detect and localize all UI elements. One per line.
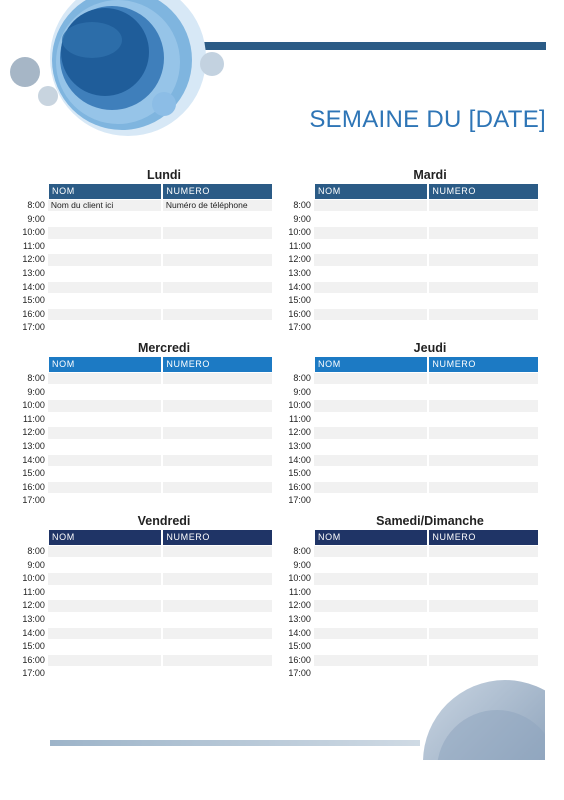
time-label: 17:00 [22,495,45,506]
time-slot-row [20,413,272,427]
name-cell[interactable] [314,455,429,466]
number-cell[interactable] [429,668,538,679]
time-label: 8:00 [27,200,45,210]
name-cell[interactable] [48,628,163,639]
name-cell[interactable] [314,560,429,571]
time-slot-row [20,294,272,308]
name-cell[interactable] [48,468,163,479]
time-slot-row [20,426,272,440]
time-slot-row [286,281,538,295]
name-cell[interactable] [48,573,163,584]
number-cell[interactable] [429,427,538,438]
day-title: Lundi [146,168,181,182]
number-cell[interactable] [163,468,272,479]
number-cell[interactable] [163,600,272,611]
number-cell[interactable] [429,573,538,584]
name-column-header: NOM [49,530,163,545]
name-cell[interactable] [48,455,163,466]
time-slot-row [20,481,272,495]
number-cell[interactable] [429,268,538,279]
time-label: 16:00 [288,308,311,319]
time-slot-row [286,199,538,213]
time-slot-row [286,386,538,400]
day-block-vendredi [20,513,272,681]
time-label: 17:00 [288,322,311,333]
time-slot-row [286,240,538,254]
name-cell[interactable] [314,400,429,411]
number-cell[interactable] [163,227,272,238]
name-column-header: NOM [49,357,163,372]
number-cell[interactable] [163,282,272,293]
column-header-row [49,530,272,545]
name-cell[interactable] [48,282,163,293]
name-cell[interactable] [48,373,163,384]
name-column-header: NOM [315,184,429,199]
time-label: 15:00 [22,468,45,479]
decorative-circles-top [0,0,240,150]
time-label: 8:00 [27,546,45,556]
time-label: 17:00 [288,668,311,679]
name-cell[interactable] [48,414,163,425]
number-cell[interactable] [163,587,272,598]
time-label: 13:00 [22,267,45,278]
time-label: 15:00 [288,468,311,479]
time-label: 9:00 [293,559,311,570]
time-slot-row [286,572,538,586]
name-cell[interactable] [314,495,429,506]
name-cell[interactable] [314,482,429,493]
time-slot-row [20,213,272,227]
time-label: 9:00 [27,386,45,397]
number-cell[interactable] [163,241,272,252]
time-label: 13:00 [288,613,311,624]
time-label: 10:00 [22,400,45,411]
time-label: 9:00 [27,213,45,224]
name-cell[interactable] [314,628,429,639]
number-cell[interactable] [429,600,538,611]
time-label: 16:00 [288,481,311,492]
time-label: 9:00 [27,559,45,570]
time-label: 14:00 [288,454,311,465]
time-slot-row [20,586,272,600]
number-cell[interactable] [163,254,272,265]
number-cell[interactable] [163,400,272,411]
name-cell[interactable] [314,587,429,598]
time-label: 13:00 [288,267,311,278]
time-slot-row [20,467,272,481]
time-label: 16:00 [22,308,45,319]
number-cell[interactable] [429,414,538,425]
time-slot-row [20,199,272,213]
name-cell[interactable] [314,573,429,584]
time-label: 10:00 [288,227,311,238]
number-cell[interactable] [163,322,272,333]
name-cell[interactable] [48,641,163,652]
number-cell[interactable] [163,628,272,639]
time-slot-row [286,372,538,386]
number-cell[interactable] [163,560,272,571]
bottom-accent-bar [50,740,420,746]
time-label: 11:00 [23,240,45,251]
name-cell[interactable] [314,655,429,666]
time-slot-row [286,226,538,240]
number-cell[interactable] [163,482,272,493]
number-cell[interactable] [429,441,538,452]
name-cell[interactable] [48,546,163,557]
name-column-header: NOM [49,184,163,199]
decorative-circle-bottom [405,680,555,770]
column-header-row [315,530,538,545]
name-cell[interactable] [314,387,429,398]
time-slot-row [286,613,538,627]
time-slot-row [286,640,538,654]
time-slot-row [20,640,272,654]
name-cell[interactable] [48,441,163,452]
name-cell[interactable] [314,614,429,625]
time-slot-row [286,213,538,227]
name-cell[interactable] [48,214,163,225]
day-title: Samedi/Dimanche [376,514,484,528]
time-label: 14:00 [288,281,311,292]
time-label: 12:00 [288,427,311,438]
day-block-mardi [286,167,538,335]
number-column-header: NUMERO [429,530,538,545]
day-block-mercredi [20,340,272,508]
name-cell[interactable] [48,655,163,666]
day-block-lundi [20,167,272,335]
number-cell[interactable] [429,587,538,598]
time-label: 10:00 [22,573,45,584]
number-cell[interactable] [163,455,272,466]
time-slot-row [286,586,538,600]
time-slot-row [286,440,538,454]
time-slot-row [20,267,272,281]
number-cell[interactable] [429,309,538,320]
name-cell[interactable] [314,214,429,225]
time-slot-row [20,240,272,254]
name-column-header: NOM [315,530,429,545]
day-block-jeudi [286,340,538,508]
number-cell[interactable] [163,268,272,279]
number-cell[interactable] [163,655,272,666]
name-cell[interactable] [314,546,429,557]
time-slot-row [286,467,538,481]
time-slot-row [286,253,538,267]
time-label: 12:00 [22,600,45,611]
name-cell[interactable] [314,227,429,238]
name-cell[interactable]: Nom du client ici [48,200,163,211]
time-slot-row [286,481,538,495]
number-cell[interactable] [429,560,538,571]
number-cell[interactable] [429,227,538,238]
name-cell[interactable] [48,600,163,611]
day-title: Vendredi [137,514,191,528]
time-slot-row [286,267,538,281]
time-slot-row [20,308,272,322]
number-column-header: NUMERO [163,357,272,372]
time-slot-row [20,654,272,668]
number-cell[interactable] [429,641,538,652]
number-cell[interactable] [163,641,272,652]
number-column-header: NUMERO [163,530,272,545]
name-cell[interactable] [48,309,163,320]
number-cell[interactable] [163,573,272,584]
time-label: 11:00 [23,586,45,597]
time-label: 12:00 [288,600,311,611]
time-slot-row [286,426,538,440]
number-cell[interactable] [163,495,272,506]
number-cell[interactable] [163,214,272,225]
time-slot-row [20,253,272,267]
name-cell[interactable] [314,468,429,479]
time-slot-row [286,294,538,308]
number-cell[interactable] [429,387,538,398]
name-cell[interactable] [314,373,429,384]
number-cell[interactable] [429,373,538,384]
name-cell[interactable] [48,254,163,265]
time-label: 10:00 [288,400,311,411]
time-label: 14:00 [288,627,311,638]
time-label: 8:00 [27,373,45,383]
column-header-row [315,357,538,372]
number-cell[interactable] [163,373,272,384]
time-label: 15:00 [22,641,45,652]
time-label: 15:00 [288,295,311,306]
time-slot-row [286,667,538,681]
time-label: 13:00 [22,440,45,451]
time-slot-row [20,559,272,573]
number-cell[interactable] [429,628,538,639]
time-label: 14:00 [22,454,45,465]
time-slot-row [20,667,272,681]
name-cell[interactable] [314,414,429,425]
time-slot-row [286,494,538,508]
name-cell[interactable] [48,322,163,333]
name-cell[interactable] [314,600,429,611]
time-label: 15:00 [22,295,45,306]
number-cell[interactable] [429,482,538,493]
time-label: 9:00 [293,213,311,224]
time-slot-row [20,440,272,454]
time-slot-row [286,399,538,413]
page-title: SEMAINE DU [DATE] [309,106,546,133]
number-column-header: NUMERO [429,184,538,199]
day-title: Mercredi [137,341,191,355]
day-block-samedi-dimanche [286,513,538,681]
time-label: 11:00 [23,413,45,424]
name-cell[interactable] [48,427,163,438]
name-column-header: NOM [315,357,429,372]
time-slot-row [20,572,272,586]
name-cell[interactable] [314,241,429,252]
time-label: 15:00 [288,641,311,652]
time-slot-row [286,559,538,573]
time-label: 14:00 [22,281,45,292]
name-cell[interactable] [314,282,429,293]
number-cell[interactable] [163,614,272,625]
number-cell[interactable] [429,214,538,225]
name-cell[interactable] [314,441,429,452]
number-cell[interactable] [429,400,538,411]
time-slot-row [20,281,272,295]
number-cell[interactable] [429,282,538,293]
number-cell[interactable] [429,655,538,666]
number-column-header: NUMERO [429,357,538,372]
time-label: 12:00 [288,254,311,265]
name-cell[interactable] [48,560,163,571]
time-label: 12:00 [22,254,45,265]
number-cell[interactable] [163,668,272,679]
time-label: 14:00 [22,627,45,638]
time-slot-row [20,494,272,508]
day-title: Jeudi [413,341,447,355]
name-cell[interactable] [48,587,163,598]
column-header-row [49,357,272,372]
name-cell[interactable] [48,668,163,679]
name-cell[interactable] [48,227,163,238]
time-slot-row [20,399,272,413]
time-slot-row [20,226,272,240]
name-cell[interactable] [314,322,429,333]
time-slot-row [20,599,272,613]
name-cell[interactable] [314,200,429,211]
column-header-row [315,184,538,199]
number-cell[interactable] [429,495,538,506]
name-cell[interactable] [314,268,429,279]
name-cell[interactable] [314,254,429,265]
time-label: 16:00 [22,481,45,492]
name-cell[interactable] [314,295,429,306]
number-cell[interactable] [163,427,272,438]
number-cell[interactable] [429,614,538,625]
time-slot-row [286,599,538,613]
time-label: 9:00 [293,386,311,397]
time-slot-row [20,321,272,335]
time-slot-row [286,308,538,322]
number-column-header: NUMERO [163,184,272,199]
time-label: 12:00 [22,427,45,438]
number-cell[interactable] [163,309,272,320]
time-slot-row [286,413,538,427]
number-cell[interactable] [163,414,272,425]
time-label: 10:00 [288,573,311,584]
time-label: 17:00 [288,495,311,506]
number-cell[interactable] [429,254,538,265]
number-cell[interactable] [163,387,272,398]
day-title: Mardi [413,168,447,182]
time-label: 10:00 [22,227,45,238]
number-cell[interactable]: Numéro de téléphone [163,200,272,211]
name-cell[interactable] [48,387,163,398]
time-slot-row [286,321,538,335]
name-cell[interactable] [48,241,163,252]
time-slot-row [20,386,272,400]
number-cell[interactable] [429,322,538,333]
name-cell[interactable] [48,614,163,625]
number-cell[interactable] [429,455,538,466]
time-label: 17:00 [22,668,45,679]
name-cell[interactable] [314,641,429,652]
number-cell[interactable] [429,468,538,479]
time-slot-row [20,545,272,559]
name-cell[interactable] [48,482,163,493]
time-label: 17:00 [22,322,45,333]
time-label: 13:00 [288,440,311,451]
time-label: 8:00 [293,373,311,383]
column-header-row [49,184,272,199]
name-cell[interactable] [48,295,163,306]
number-cell[interactable] [429,546,538,557]
time-label: 11:00 [289,586,311,597]
time-slot-row [20,627,272,641]
number-cell[interactable] [429,200,538,211]
name-cell[interactable] [48,495,163,506]
time-label: 13:00 [22,613,45,624]
name-cell[interactable] [314,668,429,679]
time-slot-row [286,454,538,468]
time-slot-row [286,545,538,559]
name-cell[interactable] [314,309,429,320]
number-cell[interactable] [163,295,272,306]
time-slot-row [20,613,272,627]
number-cell[interactable] [429,241,538,252]
time-label: 16:00 [22,654,45,665]
time-label: 8:00 [293,200,311,210]
time-slot-row [286,654,538,668]
number-cell[interactable] [163,546,272,557]
name-cell[interactable] [314,427,429,438]
name-cell[interactable] [48,400,163,411]
time-label: 11:00 [289,240,311,251]
time-label: 16:00 [288,654,311,665]
time-slot-row [20,454,272,468]
time-label: 11:00 [289,413,311,424]
number-cell[interactable] [429,295,538,306]
time-label: 8:00 [293,546,311,556]
number-cell[interactable] [163,441,272,452]
time-slot-row [20,372,272,386]
time-slot-row [286,627,538,641]
name-cell[interactable] [48,268,163,279]
